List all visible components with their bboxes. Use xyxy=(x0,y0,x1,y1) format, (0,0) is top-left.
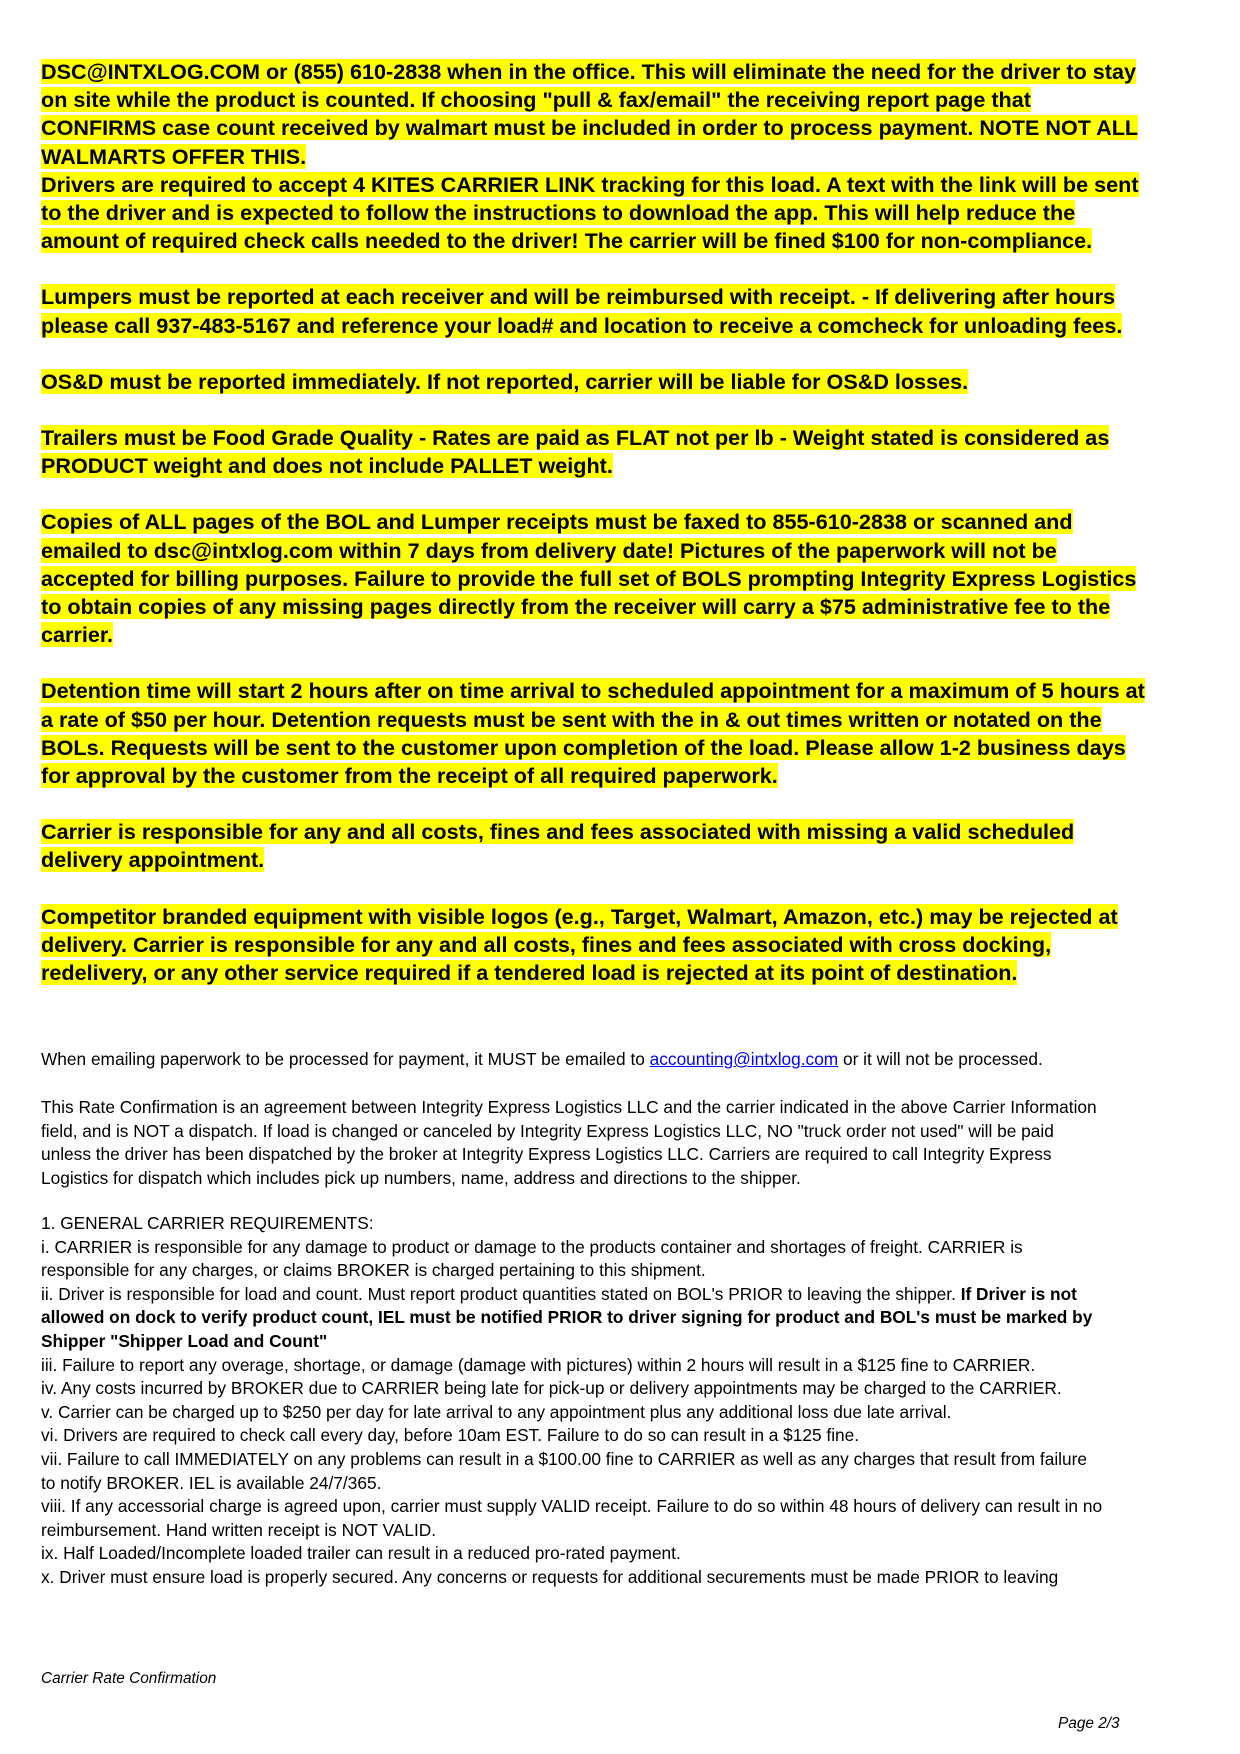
requirement-ii-cont: allowed on dock to verify product count, IEL must be notified PRIOR to driver signing for product and BOL's must be marked by xyxy=(41,1307,1093,1328)
notice-line: amount of required check calls needed to the driver! The carrier will be fined $100 for non-compliance. xyxy=(41,228,1093,254)
requirement-v: v. Carrier can be charged up to $250 per day for late arrival to any appointment plus any additional loss due late arrival. xyxy=(41,1401,952,1422)
notice-line: Drivers are required to accept 4 KITES CARRIER LINK tracking for this load. A text with the link will be sent xyxy=(41,171,1139,197)
footer-page-number: Page 2/3 xyxy=(1058,1715,1120,1732)
notice-line: to obtain copies of any missing pages directly from the receiver will carry a $75 administrative fee to the xyxy=(41,594,1111,620)
notice-line: Trailers must be Food Grade Quality - Rates are paid as FLAT not per lb - Weight stated is considered as xyxy=(41,425,1110,451)
requirement-i: i. CARRIER is responsible for any damage to product or damage to the products container and shortages of freight. CARRIER is xyxy=(41,1236,1023,1257)
notice-line: accepted for billing purposes. Failure to provide the full set of BOLS prompting Integrity Express Logistics xyxy=(41,565,1137,591)
notice-line: Lumpers must be reported at each receiver and will be reimbursed with receipt. - If delivering after hours xyxy=(41,284,1115,310)
notice-line: BOLs. Requests will be sent to the customer upon completion of the load. Please allow 1-2 business days xyxy=(41,734,1126,760)
requirement-iii: iii. Failure to report any overage, shortage, or damage (damage with pictures) within 2 hours will result in a $125 fine to CARRIER. xyxy=(41,1354,1036,1375)
notice-line: emailed to dsc@intxlog.com within 7 days from delivery date! Pictures of the paperwork will not be xyxy=(41,537,1057,563)
notice-line: OS&D must be reported immediately. If not reported, carrier will be liable for OS&D losses. xyxy=(41,368,969,394)
highlighted-notice-trailers xyxy=(41,424,1209,480)
notice-line: Detention time will start 2 hours after on time arrival to scheduled appointment for a maximum of 5 hours at xyxy=(41,678,1145,704)
highlighted-notice-competitor xyxy=(41,903,1209,988)
document-page xyxy=(41,58,1209,1015)
requirement-viii: viii. If any accessorial charge is agreed upon, carrier must supply VALID receipt. Failure to do so within 48 hours of delivery can result in no xyxy=(41,1496,1103,1517)
requirement-iv: iv. Any costs incurred by BROKER due to CARRIER being late for pick-up or delivery appointments may be charged to the CARRIER. xyxy=(41,1378,1062,1399)
highlighted-notice-delivery xyxy=(41,58,1209,255)
notice-line: delivery appointment. xyxy=(41,847,265,873)
agreement-line: field, and is NOT a dispatch. If load is changed or canceled by Integrity Express Logistics LLC, NO "truck order not used" will be paid xyxy=(41,1120,1054,1141)
agreement-line: This Rate Confirmation is an agreement between Integrity Express Logistics LLC and the carrier indicated in the above Carrier Information xyxy=(41,1097,1097,1117)
notice-line: redelivery, or any other service required if a tendered load is rejected at its point of destination. xyxy=(41,960,1018,986)
requirement-viii-cont: reimbursement. Hand written receipt is NOT VALID. xyxy=(41,1519,437,1540)
notice-line: please call 937-483-5167 and reference your load# and location to receive a comcheck for unloading fees. xyxy=(41,312,1123,338)
notice-line: WALMARTS OFFER THIS. xyxy=(41,143,307,169)
requirement-ii: ii. Driver is responsible for load and count. Must report product quantities stated on BOL's PRIOR to leaving the shipper. If Driver is not xyxy=(41,1283,1077,1304)
highlighted-notice-copies xyxy=(41,508,1209,649)
highlighted-notice-appointment xyxy=(41,818,1209,874)
notice-line: Carrier is responsible for any and all costs, fines and fees associated with missing a valid scheduled xyxy=(41,819,1075,845)
highlighted-notice-lumpers xyxy=(41,283,1209,339)
notice-line: Copies of ALL pages of the BOL and Lumper receipts must be faxed to 855-610-2838 or scanned and xyxy=(41,509,1073,535)
requirement-x: x. Driver must ensure load is properly secured. Any concerns or requests for additional securements must be made PRIOR to leaving xyxy=(41,1566,1059,1587)
requirement-i-cont: responsible for any charges, or claims BROKER is charged pertaining to this shipment. xyxy=(41,1260,706,1281)
agreement-paragraph xyxy=(41,1096,1097,1190)
general-carrier-requirements xyxy=(41,1212,1102,1590)
notice-line: a rate of $50 per hour. Detention requests must be sent with the in & out times written or notated on the xyxy=(41,706,1102,732)
email-paperwork-note: When emailing paperwork to be processed for payment, it MUST be emailed to accounting@intxlog.com or it will not be processed. xyxy=(41,1049,1043,1069)
notice-line: carrier. xyxy=(41,622,114,648)
notice-line: delivery. Carrier is responsible for any and all costs, fines and fees associated with cross docking, xyxy=(41,931,1052,957)
requirement-ii-cont: Shipper "Shipper Load and Count" xyxy=(41,1330,328,1351)
requirement-vii: vii. Failure to call IMMEDIATELY on any problems can result in a $100.00 fine to CARRIER as well as any charges that result from failure xyxy=(41,1448,1087,1469)
notice-line: PRODUCT weight and does not include PALLET weight. xyxy=(41,453,613,479)
notice-line: to the driver and is expected to follow the instructions to download the app. This will help reduce the xyxy=(41,200,1076,226)
notice-line: for approval by the customer from the receipt of all required paperwork. xyxy=(41,763,778,789)
agreement-line: unless the driver has been dispatched by the broker at Integrity Express Logistics LLC. Carriers are required to call Integrity Express xyxy=(41,1144,1052,1165)
agreement-line: Logistics for dispatch which includes pick up numbers, name, address and directions to the shipper. xyxy=(41,1167,801,1188)
accounting-email-link[interactable]: accounting@intxlog.com xyxy=(649,1049,839,1069)
requirement-vii-cont: to notify BROKER. IEL is available 24/7/365. xyxy=(41,1472,382,1493)
notice-line: CONFIRMS case count received by walmart must be included in order to process payment. NOTE NOT ALL xyxy=(41,115,1139,141)
highlighted-notice-detention xyxy=(41,677,1209,790)
requirement-ix: ix. Half Loaded/Incomplete loaded trailer can result in a reduced pro-rated payment. xyxy=(41,1543,681,1564)
notice-line: DSC@INTXLOG.COM or (855) 610-2838 when in the office. This will eliminate the need for the driver to stay xyxy=(41,59,1136,84)
notice-line: Competitor branded equipment with visible logos (e.g., Target, Walmart, Amazon, etc.) may be rejected at xyxy=(41,903,1118,929)
requirements-heading: 1. GENERAL CARRIER REQUIREMENTS: xyxy=(41,1213,374,1233)
footer-document-title: Carrier Rate Confirmation xyxy=(41,1670,217,1687)
notice-line: on site while the product is counted. If choosing "pull & fax/email" the receiving report page that xyxy=(41,87,1031,113)
highlighted-notice-osd xyxy=(41,368,1209,396)
requirement-vi: vi. Drivers are required to check call every day, before 10am EST. Failure to do so can result in a $125 fine. xyxy=(41,1425,860,1446)
